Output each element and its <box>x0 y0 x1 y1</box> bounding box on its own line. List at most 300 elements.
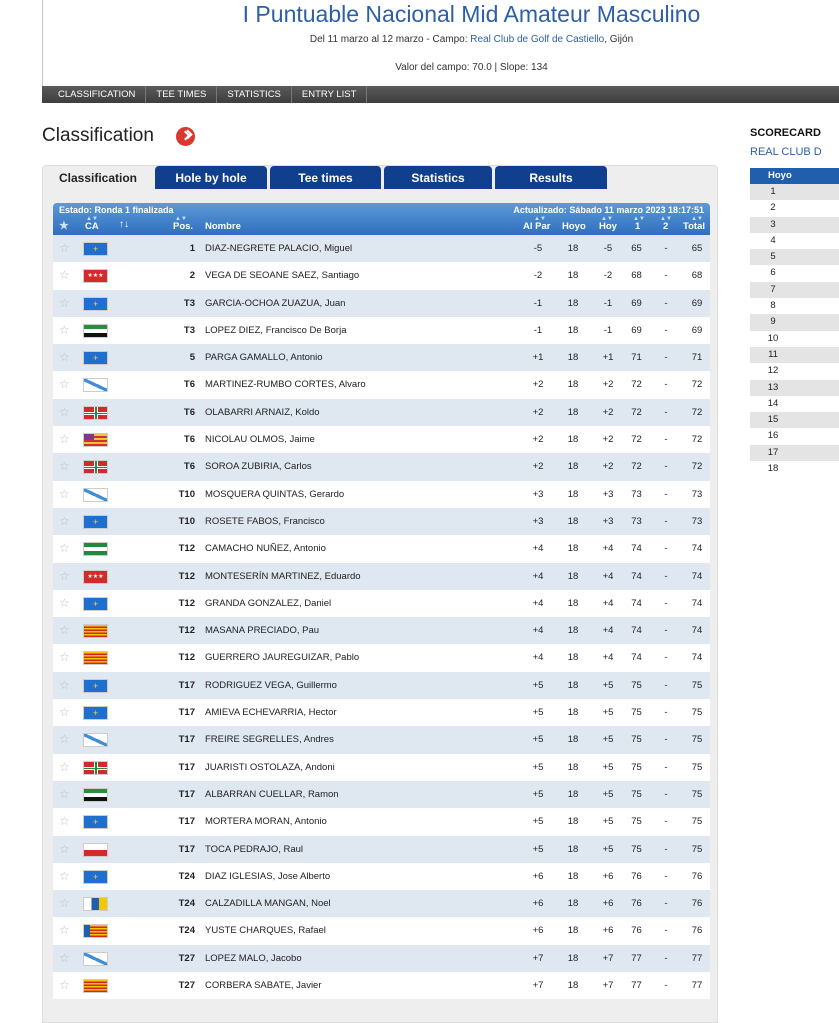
table-row[interactable] <box>53 836 710 863</box>
score-to-par: -2 <box>533 270 543 282</box>
table-row[interactable] <box>53 808 710 835</box>
today-score: +2 <box>602 379 614 391</box>
round-1-score: 74 <box>631 625 642 637</box>
sort-icon[interactable]: ▲▼ <box>601 216 613 222</box>
holes-played: 18 <box>567 925 579 937</box>
hole-number: 8 <box>770 300 776 312</box>
score-to-par: +5 <box>532 843 544 855</box>
position: T27 <box>178 980 195 992</box>
round-2-score: - <box>664 406 668 418</box>
table-row[interactable] <box>53 453 710 480</box>
position: T12 <box>178 597 195 609</box>
today-score: +6 <box>602 925 614 937</box>
hole-number: 16 <box>767 430 779 442</box>
player-name[interactable]: CALZADILLA MANGAN, Noel <box>205 898 331 910</box>
player-name[interactable]: MARTINEZ-RUMBO CORTES, Alvaro <box>205 379 366 391</box>
table-row[interactable] <box>53 426 710 453</box>
favorite-star-icon[interactable]: ☆ <box>59 705 70 720</box>
scorecard-hole-row <box>750 217 839 233</box>
total-score: 77 <box>691 980 703 992</box>
favorite-star-icon[interactable]: ☆ <box>59 841 70 856</box>
table-row[interactable] <box>53 262 710 289</box>
today-score: +5 <box>602 788 614 800</box>
table-row[interactable] <box>53 890 710 917</box>
player-name[interactable]: MONTESERÍN MARTINEZ, Eduardo <box>205 570 361 582</box>
holes-played: 18 <box>567 788 579 800</box>
score-to-par: +2 <box>532 434 544 446</box>
scorecard-hole-row <box>750 445 839 461</box>
today-score: +2 <box>602 406 614 418</box>
total-score: 75 <box>691 843 703 855</box>
region-flag-icon: + <box>83 706 108 720</box>
favorite-star-icon[interactable]: ☆ <box>59 623 70 638</box>
total-score: 71 <box>691 352 703 364</box>
table-row[interactable] <box>53 235 710 262</box>
score-to-par: +5 <box>532 707 544 719</box>
region-flag-icon <box>83 542 108 556</box>
position: T6 <box>183 461 195 473</box>
favorite-star-icon[interactable]: ☆ <box>59 786 70 801</box>
round-2-score: - <box>664 297 668 309</box>
scorecard-club[interactable]: REAL CLUB D <box>750 146 822 158</box>
total-score: 69 <box>691 324 703 336</box>
table-row[interactable] <box>53 754 710 781</box>
total-score: 74 <box>691 597 703 609</box>
total-score: 74 <box>691 625 703 637</box>
col-al-par[interactable]: Al Par <box>523 221 551 232</box>
position: T17 <box>178 816 195 828</box>
nav-classification[interactable]: CLASSIFICATION <box>42 86 146 103</box>
player-name[interactable]: FREIRE SEGRELLES, Andres <box>205 734 334 746</box>
total-score: 72 <box>691 434 703 446</box>
table-row[interactable] <box>53 945 710 972</box>
player-name[interactable]: CAMACHO NUÑEZ, Antonio <box>205 543 326 555</box>
region-flag-icon: ★★★ <box>83 570 108 584</box>
scorecard-hole-row <box>750 363 839 379</box>
region-flag-icon <box>83 979 108 993</box>
region-flag-icon <box>83 952 108 966</box>
round-1-score: 73 <box>631 515 642 527</box>
classification-tabs <box>42 165 718 189</box>
favorite-star-icon[interactable]: ☆ <box>59 295 70 310</box>
total-score: 74 <box>691 543 703 555</box>
round-status: Estado: Ronda 1 finalizada <box>59 205 174 215</box>
event-header <box>42 0 839 100</box>
player-name[interactable]: CORBERA SABATE, Javier <box>205 980 322 992</box>
table-row[interactable] <box>53 535 710 562</box>
hole-number: 2 <box>770 202 776 214</box>
today-score: -1 <box>603 297 613 309</box>
holes-played: 18 <box>567 980 579 992</box>
course-value: Valor del campo: 70.0 | Slope: 134 <box>395 62 548 73</box>
region-flag-icon: + <box>83 242 108 256</box>
scorecard-holes <box>750 184 839 477</box>
score-to-par: +2 <box>532 379 544 391</box>
table-row[interactable] <box>53 644 710 671</box>
player-name[interactable]: MOSQUERA QUINTAS, Gerardo <box>205 488 345 500</box>
favorite-star-icon[interactable]: ☆ <box>59 241 70 255</box>
player-name[interactable]: SOROA ZUBIRIA, Carlos <box>205 461 312 473</box>
event-dates-text: Del 11 marzo al 12 marzo - Campo: <box>309 34 468 45</box>
favorite-star-icon[interactable]: ☆ <box>59 896 70 911</box>
tab-statistics[interactable]: Statistics <box>384 166 492 190</box>
table-row[interactable] <box>53 699 710 726</box>
today-score: +4 <box>602 570 614 582</box>
round-1-score: 69 <box>631 324 642 336</box>
scorecard-hole-row <box>750 347 839 363</box>
favorite-star-icon[interactable]: ☆ <box>59 432 70 447</box>
round-1-score: 72 <box>631 379 642 391</box>
score-to-par: +5 <box>532 816 544 828</box>
round-1-score: 73 <box>631 488 642 500</box>
favorite-star-icon[interactable]: ☆ <box>59 978 70 993</box>
table-row[interactable] <box>53 371 710 398</box>
round-1-score: 75 <box>631 816 642 828</box>
hole-number: 1 <box>770 186 776 197</box>
favorite-star-icon[interactable]: ☆ <box>59 568 70 583</box>
round-2-score: - <box>664 788 668 800</box>
holes-played: 18 <box>567 570 579 582</box>
favorite-star-icon[interactable]: ☆ <box>59 677 70 692</box>
total-score: 73 <box>691 515 703 527</box>
round-1-score: 72 <box>631 406 642 418</box>
favorite-star-icon[interactable]: ☆ <box>59 923 70 938</box>
today-score: +5 <box>602 679 614 691</box>
table-row[interactable] <box>53 972 710 999</box>
table-row[interactable] <box>53 617 710 644</box>
holes-played: 18 <box>567 352 579 364</box>
today-score: +1 <box>602 352 614 364</box>
player-name[interactable]: LOPEZ DIEZ, Francisco De Borja <box>205 324 347 336</box>
round-1-score: 76 <box>631 898 642 910</box>
region-flag-icon <box>83 651 108 665</box>
player-name[interactable]: NICOLAU OLMOS, Jaime <box>205 434 315 446</box>
round-2-score: - <box>664 434 668 446</box>
sort-icon[interactable]: ▲▼ <box>534 216 546 222</box>
player-name[interactable]: RODRIGUEZ VEGA, Guillermo <box>205 679 337 691</box>
total-score: 75 <box>691 734 703 746</box>
scorecard-hole-row <box>750 331 839 347</box>
hole-number: 3 <box>770 218 776 230</box>
scorecard-hole-row <box>750 282 839 298</box>
today-score: +7 <box>602 952 614 964</box>
position: T3 <box>183 324 195 336</box>
round-1-score: 76 <box>631 870 642 882</box>
favorite-star-icon[interactable]: ☆ <box>59 268 70 283</box>
sort-icon[interactable]: ▲▼ <box>633 216 645 222</box>
total-score: 74 <box>691 570 703 582</box>
classification-rows <box>53 235 710 999</box>
today-score: -5 <box>603 243 613 254</box>
hole-number: 9 <box>770 316 776 328</box>
position: T12 <box>178 543 195 555</box>
player-name[interactable]: YUSTE CHARQUES, Rafael <box>205 925 326 937</box>
nav-entry-list[interactable]: ENTRY LIST <box>292 86 368 103</box>
scorecard-header: Hoyo <box>750 168 839 184</box>
swap-order-icon[interactable]: ↑↓ <box>119 219 129 230</box>
region-flag-icon: + <box>83 515 108 529</box>
today-score: +5 <box>602 734 614 746</box>
event-title: I Puntuable Nacional Mid Amateur Masculino <box>242 1 701 27</box>
round-1-score: 72 <box>631 434 642 446</box>
favorite-star-icon[interactable]: ☆ <box>59 459 70 474</box>
table-row[interactable] <box>53 399 710 426</box>
today-score: +6 <box>602 870 614 882</box>
scorecard-table <box>750 168 839 477</box>
round-1-score: 74 <box>631 543 642 555</box>
region-flag-icon: + <box>83 815 108 829</box>
position: T6 <box>183 379 195 391</box>
round-2-score: - <box>664 652 668 664</box>
player-name[interactable]: AMIEVA ECHEVARRIA, Hector <box>205 707 337 719</box>
region-flag-icon <box>83 733 108 747</box>
today-score: +4 <box>602 625 614 637</box>
round-2-score: - <box>664 270 668 282</box>
today-score: +5 <box>602 843 614 855</box>
holes-played: 18 <box>567 870 579 882</box>
hole-number: 4 <box>770 234 776 246</box>
sort-icon[interactable]: ▲▼ <box>175 216 187 222</box>
region-flag-icon <box>83 924 108 938</box>
holes-played: 18 <box>567 843 579 855</box>
position: T12 <box>178 652 195 664</box>
player-name[interactable]: JUARISTI OSTOLAZA, Andoni <box>205 761 335 773</box>
hole-number: 17 <box>767 446 779 458</box>
round-2-score: - <box>664 352 668 364</box>
scorecard-hole-row <box>750 396 839 412</box>
score-to-par: +4 <box>532 652 544 664</box>
player-name[interactable]: GRANDA GONZALEZ, Daniel <box>205 597 332 609</box>
round-2-score: - <box>664 843 668 855</box>
position: T17 <box>178 843 195 855</box>
position: T12 <box>178 570 195 582</box>
today-score: +5 <box>602 816 614 828</box>
player-name[interactable]: DIAZ IGLESIAS, Jose Alberto <box>205 870 331 882</box>
favorite-star-icon[interactable]: ☆ <box>59 759 70 774</box>
player-name[interactable]: VEGA DE SEOANE SAEZ, Santiago <box>205 270 360 282</box>
holes-played: 18 <box>567 679 579 691</box>
favorite-star-icon[interactable]: ☆ <box>59 486 70 501</box>
col-hoyo[interactable]: Hoyo <box>562 221 586 232</box>
round-1-score: 74 <box>631 570 642 582</box>
player-name[interactable]: DIAZ-NEGRETE PALACIO, Miguel <box>205 243 353 254</box>
score-to-par: +5 <box>532 679 544 691</box>
favorite-star-icon[interactable]: ☆ <box>59 377 70 392</box>
player-name[interactable]: MORTERA MORAN, Antonio <box>205 816 327 828</box>
tab-hole-by-hole[interactable]: Hole by hole <box>155 166 267 190</box>
round-2-score: - <box>664 952 668 964</box>
today-score: +4 <box>602 652 614 664</box>
favorite-star-icon[interactable]: ☆ <box>59 814 70 829</box>
today-score: +5 <box>602 707 614 719</box>
today-score: +2 <box>602 461 614 473</box>
col-round-2[interactable]: 2 <box>663 221 669 232</box>
round-2-score: - <box>664 597 668 609</box>
venue-link[interactable]: Real Club de Golf de Castiello <box>470 34 605 45</box>
round-2-score: - <box>664 324 668 336</box>
position: T12 <box>178 625 195 637</box>
total-score: 77 <box>691 952 703 964</box>
region-flag-icon: + <box>83 870 108 884</box>
favorite-star-icon[interactable]: ☆ <box>59 595 70 610</box>
player-name[interactable]: MASANA PRECIADO, Pau <box>205 625 320 637</box>
col-pos[interactable]: Pos. <box>173 221 194 232</box>
total-score: 69 <box>691 297 703 309</box>
col-ca[interactable]: CA <box>85 221 99 232</box>
player-name[interactable]: ROSETE FABOS, Francisco <box>205 515 325 527</box>
score-to-par: +7 <box>532 952 544 964</box>
tab-results[interactable]: Results <box>495 166 607 190</box>
favorite-star-icon[interactable]: ☆ <box>59 732 70 747</box>
table-row[interactable] <box>53 508 710 535</box>
table-row[interactable] <box>53 290 710 317</box>
scorecard-hole-row <box>750 200 839 216</box>
round-2-score: - <box>664 488 668 500</box>
player-name[interactable]: ALBARRAN CUELLAR, Ramon <box>205 788 339 800</box>
region-flag-icon <box>83 624 108 638</box>
player-name[interactable]: TOCA PEDRAJO, Raul <box>205 843 304 855</box>
region-flag-icon: + <box>83 679 108 693</box>
nav-tee-times[interactable]: TEE TIMES <box>146 86 217 103</box>
tab-classification[interactable]: Classification <box>43 166 153 190</box>
round-2-score: - <box>664 461 668 473</box>
table-header <box>53 203 710 235</box>
score-to-par: -5 <box>533 243 543 254</box>
table-row[interactable] <box>53 481 710 508</box>
sort-icon[interactable]: ▲▼ <box>660 216 672 222</box>
col-hoy[interactable]: Hoy <box>599 221 617 232</box>
sort-icon[interactable]: ▲▼ <box>86 216 98 222</box>
total-score: 75 <box>691 761 703 773</box>
scorecard-hole-row <box>750 380 839 396</box>
round-2-score: - <box>664 761 668 773</box>
event-city: , Gijón <box>604 34 634 45</box>
favorite-star-icon[interactable]: ☆ <box>59 513 70 528</box>
favorite-star-icon[interactable]: ☆ <box>59 541 70 556</box>
hole-number: 14 <box>767 397 779 409</box>
scorecard-hole-row <box>750 461 839 477</box>
today-score: +4 <box>602 597 614 609</box>
score-to-par: -1 <box>533 324 543 336</box>
today-score: +5 <box>602 761 614 773</box>
score-to-par: -1 <box>533 297 543 309</box>
round-2-score: - <box>664 515 668 527</box>
hole-number: 13 <box>767 381 779 393</box>
go-arrow-icon[interactable] <box>176 127 195 146</box>
favorite-star-icon[interactable]: ☆ <box>59 404 70 419</box>
region-flag-icon <box>83 761 108 775</box>
position: T3 <box>183 297 195 309</box>
round-1-score: 65 <box>631 243 642 254</box>
score-to-par: +2 <box>532 461 544 473</box>
player-name[interactable]: PARGA GAMALLO, Antonio <box>205 352 323 364</box>
player-name[interactable]: LOPEZ MALO, Jacobo <box>205 952 302 964</box>
round-1-score: 75 <box>631 707 642 719</box>
round-1-score: 74 <box>631 597 642 609</box>
today-score: +3 <box>602 515 614 527</box>
table-row[interactable] <box>53 917 710 944</box>
main-nav <box>42 86 839 103</box>
position: 1 <box>189 243 195 254</box>
table-row[interactable] <box>53 672 710 699</box>
position: T24 <box>178 870 195 882</box>
nav-statistics[interactable]: STATISTICS <box>217 86 291 103</box>
holes-played: 18 <box>567 488 579 500</box>
position: T6 <box>183 434 195 446</box>
round-2-score: - <box>664 980 668 992</box>
table-row[interactable] <box>53 344 710 371</box>
holes-played: 18 <box>567 625 579 637</box>
region-flag-icon <box>83 324 108 338</box>
score-to-par: +3 <box>532 488 544 500</box>
round-2-score: - <box>664 625 668 637</box>
hole-number: 18 <box>767 463 779 475</box>
total-score: 74 <box>691 652 703 664</box>
round-2-score: - <box>664 707 668 719</box>
score-to-par: +4 <box>532 625 544 637</box>
favorite-star-icon[interactable]: ☆ <box>59 350 70 365</box>
table-row[interactable] <box>53 781 710 808</box>
table-row[interactable] <box>53 563 710 590</box>
section-title <box>42 125 195 147</box>
col-name[interactable]: Nombre <box>205 221 241 232</box>
round-1-score: 75 <box>631 843 642 855</box>
holes-played: 18 <box>567 543 579 555</box>
tab-tee-times[interactable]: Tee times <box>270 166 381 190</box>
holes-played: 18 <box>567 406 579 418</box>
player-name[interactable]: GUERRERO JAUREGUIZAR, Pablo <box>205 652 360 664</box>
holes-played: 18 <box>567 297 579 309</box>
holes-played: 18 <box>567 761 579 773</box>
today-score: -1 <box>603 324 613 336</box>
score-to-par: +4 <box>532 543 544 555</box>
player-name[interactable]: OLABARRI ARNAIZ, Koldo <box>205 406 320 418</box>
scorecard-hole-row <box>750 412 839 428</box>
total-score: 76 <box>691 898 703 910</box>
holes-played: 18 <box>567 243 579 254</box>
table-row[interactable] <box>53 863 710 890</box>
favorite-star-icon[interactable]: ☆ <box>59 868 70 883</box>
position: T10 <box>178 515 195 527</box>
player-name[interactable]: GARCIA-OCHOA ZUAZUA, Juan <box>205 297 346 309</box>
favorites-star-icon[interactable]: ★ <box>59 220 69 232</box>
round-1-score: 74 <box>631 652 642 664</box>
favorite-star-icon[interactable]: ☆ <box>59 950 70 965</box>
col-total[interactable]: Total <box>683 221 705 232</box>
table-row[interactable] <box>53 590 710 617</box>
holes-played: 18 <box>567 734 579 746</box>
total-score: 72 <box>691 461 703 473</box>
score-to-par: +7 <box>532 980 544 992</box>
position: T17 <box>178 788 195 800</box>
table-row[interactable] <box>53 726 710 753</box>
round-1-score: 75 <box>631 761 642 773</box>
classification-panel <box>42 189 718 1023</box>
col-round-1[interactable]: 1 <box>635 221 641 232</box>
position: 5 <box>189 352 195 364</box>
round-2-score: - <box>664 243 668 254</box>
hole-number: 15 <box>767 414 779 426</box>
table-row[interactable] <box>53 317 710 344</box>
favorite-star-icon[interactable]: ☆ <box>59 650 70 665</box>
total-score: 76 <box>691 925 703 937</box>
favorite-star-icon[interactable]: ☆ <box>59 322 70 337</box>
round-1-score: 69 <box>631 297 642 309</box>
hole-number: 11 <box>768 348 778 360</box>
holes-played: 18 <box>567 461 579 473</box>
scorecard-hole-row <box>750 298 839 314</box>
sort-icon[interactable]: ▲▼ <box>691 216 703 222</box>
